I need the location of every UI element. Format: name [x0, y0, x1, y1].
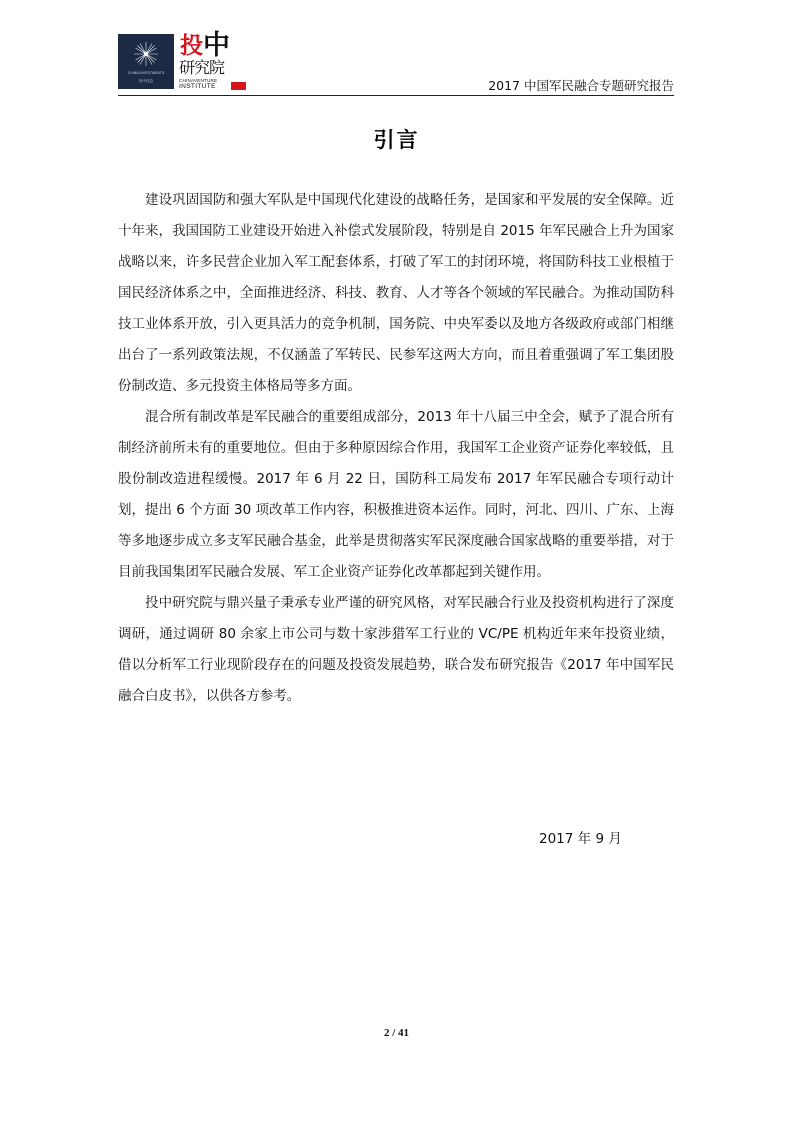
paragraph: 混合所有制改革是军民融合的重要组成部分，2013 年十八届三中全会，赋予了混合所有制经济前所未有的重要地位。但由于多种原因综合作用，我国军工企业资产证券化率较低，且股份制改造进程缓慢。2017 年 6 月 22 日，国防科工局发布 2017 年军民融合专项行动计划，提出 6 个方面 30 项改革工作内容，积极推进资本运作。同时，河北、四川、广东、上海等多地逐步成立多支军民融合基金，此举是贯彻落实军民深度融合国家战略的重要举措，对于目前我国集团军民融合发展、军工企业资产证券化改革都起到关键作用。	[118, 409, 674, 580]
logo-square-caption-cn: 投中信息	[139, 79, 153, 83]
page-header	[118, 30, 674, 96]
paragraph: 投中研究院与鼎兴量子秉承专业严谨的研究风格，对军民融合行业及投资机构进行了深度调研，通过调研 80 余家上市公司与数十家涉猎军工行业的 VC/PE 机构近年来年投资业绩，借以分析军工行业现阶段存在的问题及投资发展趋势，联合发布研究报告《2017 年中国军民融合白皮书》，以供各方参考。	[118, 595, 674, 704]
logo-char-zhong: 中	[203, 30, 230, 61]
logo-english-line-2: INSTITUTE	[179, 83, 216, 90]
logo-char-tou: 投	[180, 33, 203, 59]
header-divider	[118, 95, 674, 96]
logo-red-block	[231, 82, 246, 90]
introduction-body	[118, 185, 674, 712]
logo-english-line-1: CHINAVENTURE	[179, 78, 218, 83]
chinaventure-institute-logo	[178, 30, 252, 92]
report-header-title: 2017 中国军民融合专题研究报告	[488, 78, 674, 93]
logo-square-caption: CHINA INVESTMENTS	[127, 71, 165, 75]
logo-yanjiuyuan: 研究院	[179, 58, 225, 77]
page-number: 2 / 41	[383, 1027, 410, 1039]
chinaventure-logo-square	[118, 34, 174, 89]
publication-date: 2017 年 9 月	[539, 831, 622, 847]
paragraph: 建设巩固国防和强大军队是中国现代化建设的战略任务，是国家和平发展的安全保障。近十年来，我国国防工业建设开始进入补偿式发展阶段，特别是自 2015 年军民融合上升为国家战略以来，许多民营企业加入军工配套体系，打破了军工的封闭环境，将国防科技工业根植于国民经济体系之中，全面推进经济、科技、教育、人才等各个领域的军民融合。为推动国防科技工业体系开放，引入更具活力的竞争机制，国务院、中央军委以及地方各级政府或部门相继出台了一系列政策法规，不仅涵盖了军转民、民参军这两大方向，而且着重强调了军工集团股份制改造、多元投资主体格局等多方面。	[118, 192, 674, 394]
page-title: 引言	[373, 128, 420, 152]
